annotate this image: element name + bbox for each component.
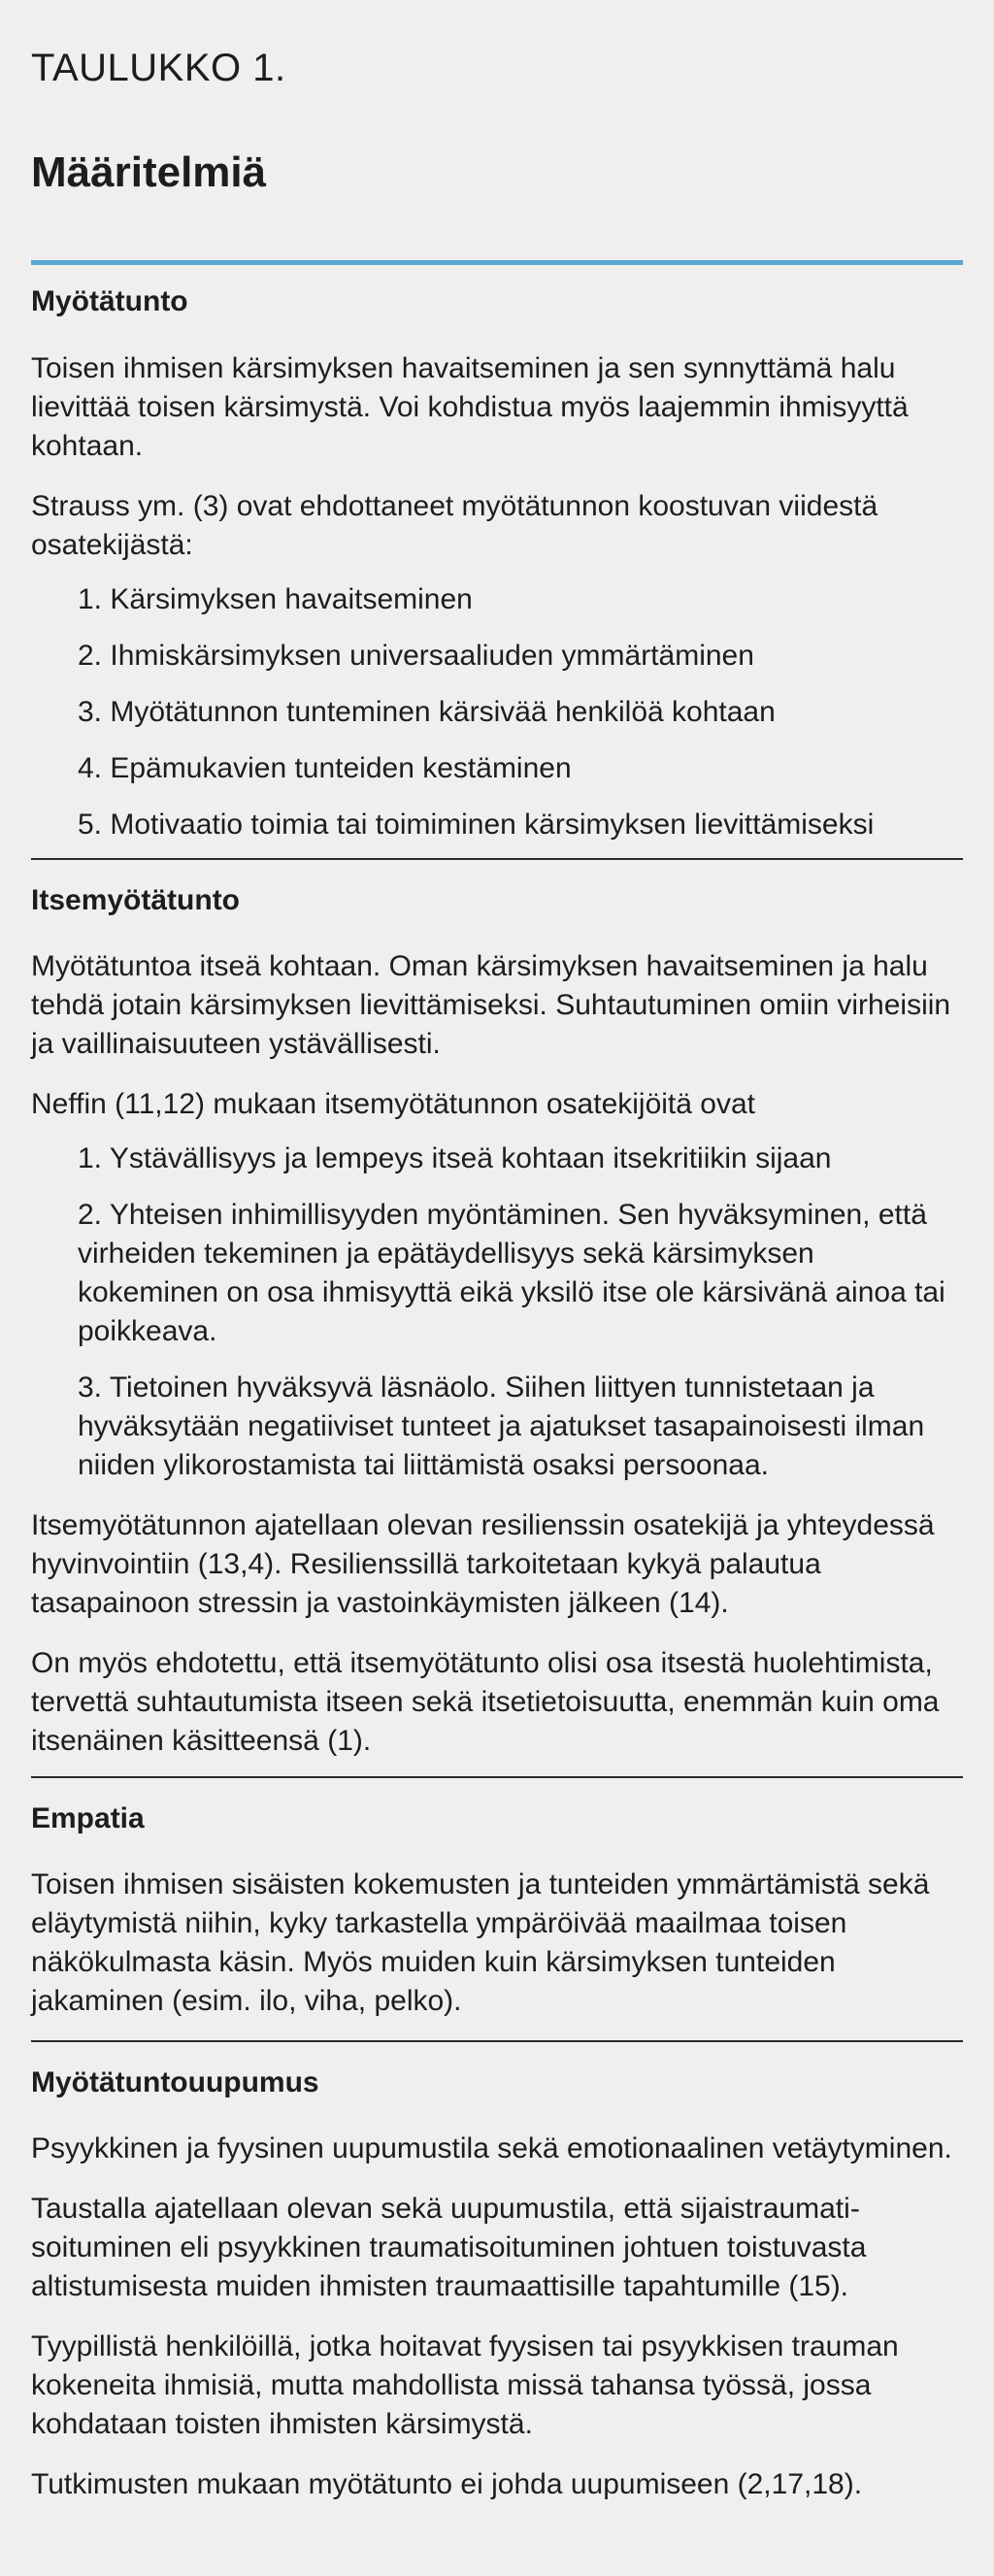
list-item: 2. Ihmiskärsimyksen universaaliuden ymmärtäminen — [78, 640, 754, 672]
section-divider — [31, 1776, 963, 1778]
paragraph: Toisen ihmisen sisäisten kokemusten ja tunteiden ymmärtämistä sekä eläytymistä niihin, kyky tarkastella ympäröivää maailmaa toisen näkökulmasta käsin. Myös muiden kuin kärsimyksen tunteiden jakaminen (esim. ilo, viha, pelko). — [31, 1868, 930, 2017]
paragraph: Psyykkinen ja fyysinen uupumustila sekä emotionaalinen vetäytyminen. — [31, 2132, 952, 2164]
paragraph: Tutkimusten mukaan myötätunto ei johda uupumiseen (2,17,18). — [31, 2468, 863, 2500]
table-label: TAULUKKO 1. — [31, 47, 286, 89]
table-title: Määritelmiä — [31, 149, 267, 196]
component-list — [31, 1139, 963, 1485]
section-myotatuntouupumus — [31, 2064, 963, 2504]
paragraph: Toisen ihmisen kärsimyksen havaitseminen ja sen synnyttämä halu lievittää toisen kärsimystä. Voi kohdistua myös laajemmin ihmisyyttä kohtaan. — [31, 352, 909, 462]
component-list — [31, 580, 963, 844]
paragraph: Taustalla ajatellaan olevan sekä uupumustila, että sijaistraumatisoituminen eli psyykkinen traumatisoituminen johtuen toistuvasta altistumisesta muiden ihmisten traumaattisille tapahtumille (15). — [31, 2193, 867, 2302]
list-item: 2. Yhteisen inhimillisyyden myöntäminen. Sen hyväksyminen, että virheiden tekeminen ja epätäydellisyys sekä kärsimyksen kokeminen on osa ihmisyyttä eikä yksilö itse ole kärsivänä ainoa tai poikkeava. — [78, 1199, 945, 1347]
list-item: 3. Myötätunnon tunteminen kärsivää henkilöä kohtaan — [78, 696, 776, 728]
paragraph: Myötätuntoa itseä kohtaan. Oman kärsimyksen havaitseminen ja halu tehdä jotain kärsimyksen lievittämiseksi. Suhtautuminen omiin virheisiin ja vaillinaisuuteen ystävällisesti. — [31, 950, 951, 1060]
section-heading: Empatia — [31, 1802, 145, 1834]
paragraph: Strauss ym. (3) ovat ehdottaneet myötätunnon koostuvan viidestä osatekijästä: — [31, 490, 878, 561]
list-item: 5. Motivaatio toimia tai toimiminen kärsimyksen lievittämiseksi — [78, 809, 875, 841]
section-heading: Itsemyötätunto — [31, 884, 241, 916]
list-item: 3. Tietoinen hyväksyvä läsnäolo. Siihen liittyen tunnistetaan ja hyväksytään negatiiviset tunteet ja ajatukset tasapainoisesti ilman niiden ylikorostamista tai liittämistä osaksi persoonaa. — [78, 1371, 925, 1481]
section-divider — [31, 858, 963, 860]
section-itsemyotatunto — [31, 881, 963, 1761]
paragraph: Itsemyötätunnon ajatellaan olevan resilienssin osatekijä ja yhteydessä hyvinvointiin (13,4). Resilienssillä tarkoitetaan kykyä palautua tasapainoon stressin ja vastoinkäymisten jälkeen (14). — [31, 1509, 935, 1619]
header-divider — [31, 260, 963, 265]
section-empatia — [31, 1800, 963, 2021]
section-heading: Myötätuntouupumus — [31, 2066, 319, 2098]
section-divider — [31, 2040, 963, 2042]
section-heading: Myötätunto — [31, 285, 188, 317]
section-myotatunto — [31, 282, 963, 844]
paragraph: Tyypillistä henkilöillä, jotka hoitavat fyysisen tai psyykkisen trauman kokeneita ihmisiä, mutta mahdollista missä tahansa työssä, jossa kohdataan toisten ihmisten kärsimystä. — [31, 2330, 899, 2440]
list-item: 4. Epämukavien tunteiden kestäminen — [78, 752, 572, 784]
paragraph: Neffin (11,12) mukaan itsemyötätunnon osatekijöitä ovat — [31, 1088, 755, 1120]
list-item: 1. Ystävällisyys ja lempeys itseä kohtaan itsekritiikin sijaan — [78, 1142, 832, 1174]
paragraph: On myös ehdotettu, että itsemyötätunto olisi osa itsestä huolehtimista, tervettä suhtautumista itseen sekä itsetietoisuutta, enemmän kuin oma itsenäinen käsitteensä (1). — [31, 1647, 940, 1757]
list-item: 1. Kärsimyksen havaitseminen — [78, 583, 473, 615]
